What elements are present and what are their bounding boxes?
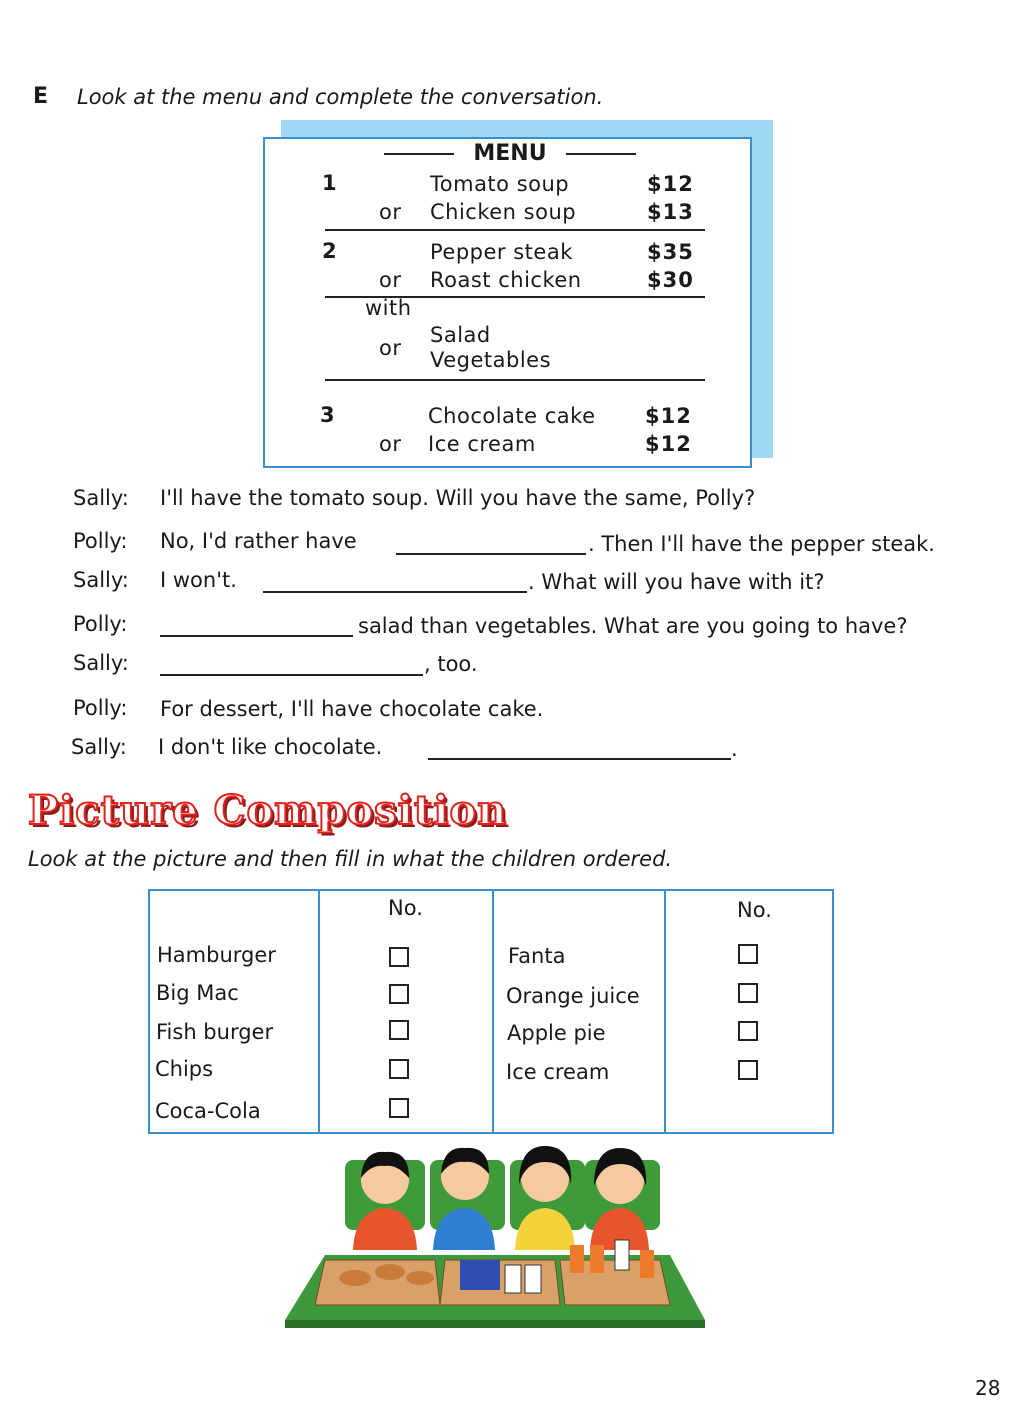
menu-item-price: $12 <box>647 172 694 196</box>
order-item-label: Chips <box>155 1057 214 1081</box>
quantity-checkbox[interactable] <box>389 984 409 1004</box>
menu-item-name: Ice cream <box>428 432 536 456</box>
page-number: 28 <box>975 1376 1001 1400</box>
menu-item-name: Roast chicken <box>430 268 582 292</box>
quantity-checkbox[interactable] <box>738 983 758 1003</box>
course-2-number: 2 <box>322 239 337 263</box>
quantity-checkbox[interactable] <box>389 1098 409 1118</box>
quantity-checkbox[interactable] <box>389 1059 409 1079</box>
menu-item-name: Tomato soup <box>430 172 570 196</box>
order-item-label: Big Mac <box>156 981 239 1005</box>
speaker-label: Sally: <box>73 486 129 510</box>
speaker-label: Polly: <box>73 696 128 720</box>
speaker-label: Sally: <box>73 568 129 592</box>
table-divider <box>664 891 666 1132</box>
quantity-checkbox[interactable] <box>738 1060 758 1080</box>
speaker-label: Sally: <box>73 651 129 675</box>
answer-blank[interactable] <box>263 570 527 593</box>
conversation-line: salad than vegetables. What are you going to have? <box>358 614 908 638</box>
answer-blank[interactable] <box>428 737 731 760</box>
menu-item-name: Pepper steak <box>430 240 573 264</box>
no-column-header: No. <box>737 898 772 922</box>
conversation-line: For dessert, I'll have chocolate cake. <box>160 697 544 721</box>
conversation-line: I don't like chocolate. <box>158 735 383 759</box>
menu-divider <box>325 229 705 231</box>
menu-with-label: with <box>365 296 412 320</box>
answer-blank[interactable] <box>396 532 586 555</box>
order-item-label: Fish burger <box>156 1020 274 1044</box>
children-ordering-illustration <box>285 1140 710 1330</box>
menu-item-price: $12 <box>645 432 692 456</box>
quantity-checkbox[interactable] <box>389 947 409 967</box>
menu-item-name: Chicken soup <box>430 200 577 224</box>
conversation-line: No, I'd rather have <box>160 529 357 553</box>
conversation-line: . What will you have with it? <box>528 570 825 594</box>
course-1-number: 1 <box>322 171 337 195</box>
order-item-label: Hamburger <box>157 943 276 967</box>
menu-or-label: or <box>379 336 402 360</box>
picture-composition-title: Picture Composition <box>28 787 508 834</box>
title-rule-right <box>566 153 636 155</box>
conversation-line: . Then I'll have the pepper steak. <box>588 532 935 556</box>
menu-title: MENU <box>473 141 547 166</box>
speaker-label: Polly: <box>73 529 128 553</box>
no-column-header: No. <box>388 896 423 920</box>
conversation-line: . <box>731 737 738 761</box>
order-item-label: Fanta <box>508 944 566 968</box>
menu-item-name: Chocolate cake <box>428 404 596 428</box>
menu-item-price: $12 <box>645 404 692 428</box>
section-letter: E <box>33 84 49 109</box>
menu-divider <box>325 379 705 381</box>
menu-header <box>384 141 636 166</box>
table-divider <box>492 891 494 1132</box>
menu-or-label: or <box>379 200 402 224</box>
quantity-checkbox[interactable] <box>738 1021 758 1041</box>
section-e-instruction: Look at the menu and complete the conversation. <box>77 85 604 109</box>
menu-item-price: $30 <box>647 268 694 292</box>
answer-blank[interactable] <box>160 653 423 676</box>
answer-blank[interactable] <box>160 614 353 637</box>
conversation-line: I won't. <box>160 568 237 592</box>
course-3-number: 3 <box>320 403 335 427</box>
conversation-line: I'll have the tomato soup. Will you have the same, Polly? <box>160 486 756 510</box>
speaker-label: Polly: <box>73 612 128 636</box>
order-item-label: Apple pie <box>507 1021 606 1045</box>
menu-side-name: Vegetables <box>430 348 552 372</box>
order-table <box>148 889 834 1134</box>
speaker-label: Sally: <box>71 735 127 759</box>
table-divider <box>318 891 320 1132</box>
menu-item-price: $13 <box>647 200 694 224</box>
menu-item-price: $35 <box>647 240 694 264</box>
menu-or-label: or <box>379 432 402 456</box>
menu-side-name: Salad <box>430 323 491 347</box>
order-item-label: Ice cream <box>506 1060 610 1084</box>
picture-composition-instruction: Look at the picture and then fill in what the children ordered. <box>28 847 673 871</box>
menu-or-label: or <box>379 268 402 292</box>
order-item-label: Coca-Cola <box>155 1099 261 1123</box>
order-item-label: Orange juice <box>506 984 640 1008</box>
conversation-line: , too. <box>424 652 478 676</box>
title-rule-left <box>384 153 454 155</box>
quantity-checkbox[interactable] <box>389 1020 409 1040</box>
quantity-checkbox[interactable] <box>738 944 758 964</box>
